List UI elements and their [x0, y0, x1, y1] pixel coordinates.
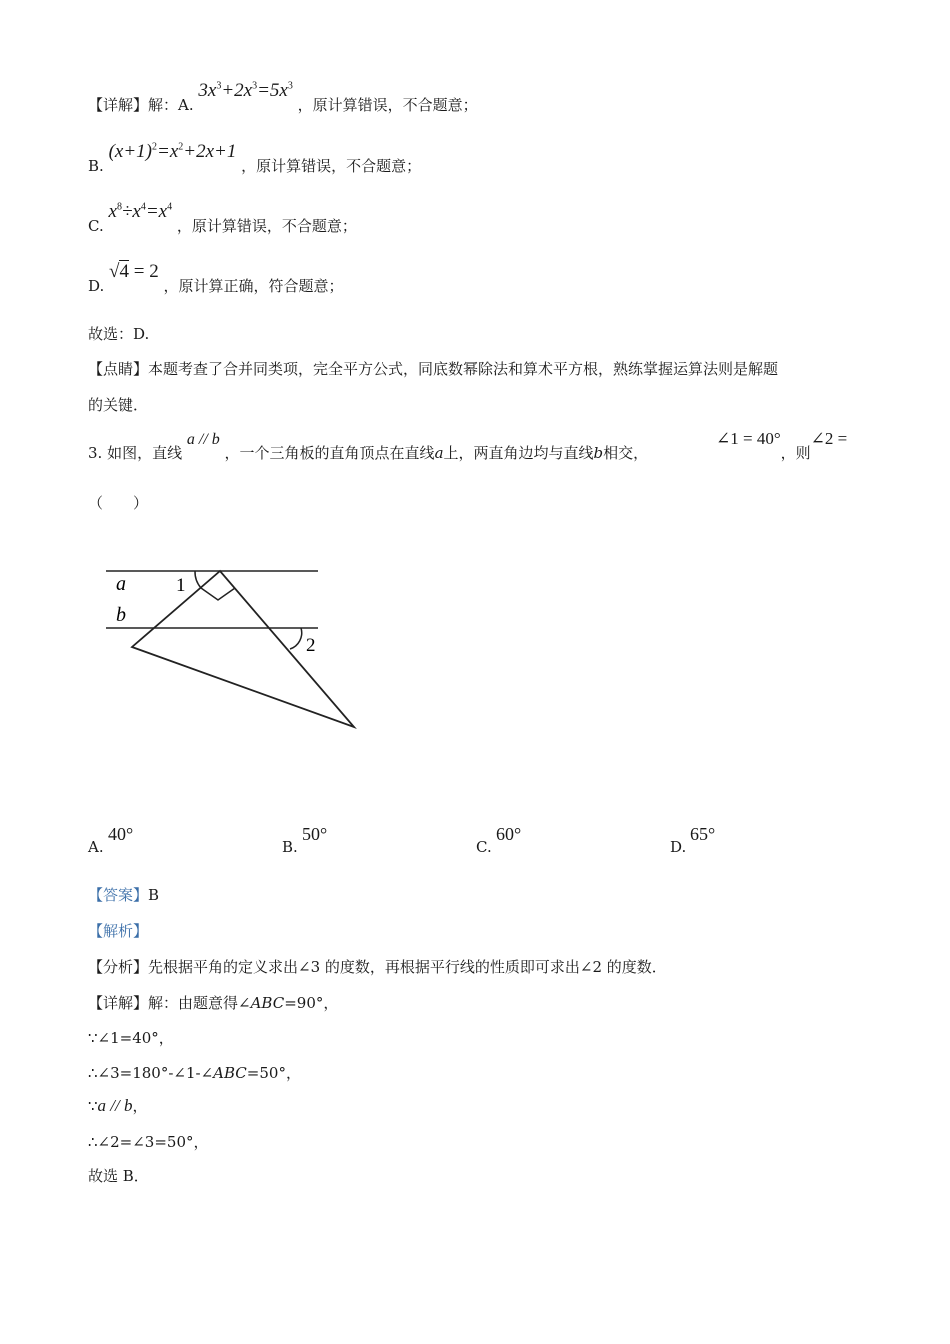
option-a-remark: ，原计算错误，不合题意；: [297, 96, 478, 114]
q3-var-a: a: [434, 444, 444, 462]
option-a[interactable]: [88, 824, 134, 856]
therefore-1-a: ∴∠3=180°-∠1-∠: [88, 1064, 214, 1082]
option-c-letter: C.: [476, 838, 492, 856]
q3-stem-mid-1: ，一个三角板的直角顶点在直线: [224, 444, 435, 462]
because-2: [88, 1095, 148, 1116]
detail-intro: 解：A.: [148, 96, 194, 114]
q3-detail-tag: 【详解】: [88, 994, 149, 1012]
analysis-text: 先根据平角的定义求出∠3 的度数，再根据平行线的性质即可求出∠2 的度数．: [148, 958, 667, 976]
option-b-value: 50°: [302, 824, 328, 844]
q3-choose: 故选 B．: [88, 1167, 149, 1185]
analysis-tag: 【解析】: [88, 922, 149, 940]
because-1: ∵∠1=40°，: [88, 1029, 174, 1047]
q2-comment-cont: 的关键．: [88, 396, 149, 414]
q3-detail-intro: 解：由题意得∠: [148, 994, 251, 1012]
option-a-expression: $3x^3+2x^3=5x^3$: [198, 80, 293, 101]
option-b-expression: $(x+1)^2=x^2+2x+1$: [108, 141, 237, 162]
option-c-expression: $x^8\div x^4=x^4$: [108, 201, 173, 222]
comment-tag: 【点睛】: [88, 360, 149, 378]
q3-then: ，则: [780, 444, 811, 462]
option-d-remark: ，原计算正确，符合题意；: [163, 277, 344, 295]
therefore-1-b: ABC: [213, 1064, 247, 1082]
therefore-2: ∴∠2=∠3=50°，: [88, 1133, 209, 1151]
analysis-line: [88, 956, 667, 977]
option-d-value: 65°: [690, 824, 716, 844]
option-a-letter: A.: [88, 838, 104, 856]
because-2-parallel: a // b: [97, 1096, 133, 1115]
because-2-symbol: ∵: [88, 1097, 98, 1115]
option-d-label: D.: [88, 277, 105, 295]
q3-angle2: ∠2 =: [810, 429, 848, 448]
triangle: [132, 571, 354, 727]
q3-detail-abc: ABC: [250, 994, 285, 1012]
therefore-1-c: =50°，: [246, 1064, 301, 1082]
label-a: a: [116, 573, 126, 595]
option-b-remark: ，原计算错误，不合题意；: [241, 157, 422, 175]
option-c[interactable]: [476, 824, 522, 856]
option-c-label: C.: [88, 217, 104, 235]
right-angle-mark: [201, 588, 235, 600]
q3-detail-line: [88, 992, 338, 1013]
q3-stem-mid-3: 相交，: [603, 444, 649, 462]
comment-text-1: 本题考查了合并同类项，完全平方公式，同底数幂除法和算术平方根，熟练掌握运算法则是解题: [148, 360, 779, 378]
option-c-value: 60°: [496, 824, 522, 844]
sqrt-symbol: √: [109, 261, 120, 282]
q3-answer: [88, 884, 159, 905]
q3-angle1: ∠1 = 40°: [716, 429, 781, 448]
angle-2-arc: [290, 628, 302, 649]
angle-1-arc: [195, 571, 201, 588]
analysis-head: 【分析】: [88, 958, 149, 976]
option-a-value: 40°: [108, 824, 134, 844]
q3-var-b: b: [593, 444, 604, 462]
option-b-label: B.: [88, 157, 104, 175]
because-2-end: ，: [132, 1097, 148, 1115]
q3-parallel: a // b: [186, 431, 220, 448]
q3-stem-mid-2: 上，两直角边均与直线: [443, 444, 594, 462]
q2-choose: 故选：D.: [88, 325, 150, 343]
option-b[interactable]: [282, 824, 328, 856]
option-d-expression: √4 = 2: [109, 261, 159, 282]
q3-paren: （ ）: [88, 494, 149, 512]
option-d-letter: D.: [670, 838, 687, 856]
label-1: 1: [176, 575, 186, 596]
q3-stem-prefix: 3. 如图，直线: [88, 444, 183, 462]
option-c-remark: ，原计算错误，不合题意；: [176, 217, 357, 235]
therefore-1: [88, 1062, 301, 1083]
option-d[interactable]: [670, 824, 716, 856]
option-b-letter: B.: [282, 838, 298, 856]
answer-value: B: [148, 886, 160, 904]
answer-tag: 【答案】: [88, 886, 149, 904]
detail-tag: 【详解】: [88, 96, 149, 114]
label-2: 2: [306, 635, 316, 656]
q3-detail-eq: =90°，: [284, 994, 339, 1012]
label-b: b: [116, 604, 126, 626]
